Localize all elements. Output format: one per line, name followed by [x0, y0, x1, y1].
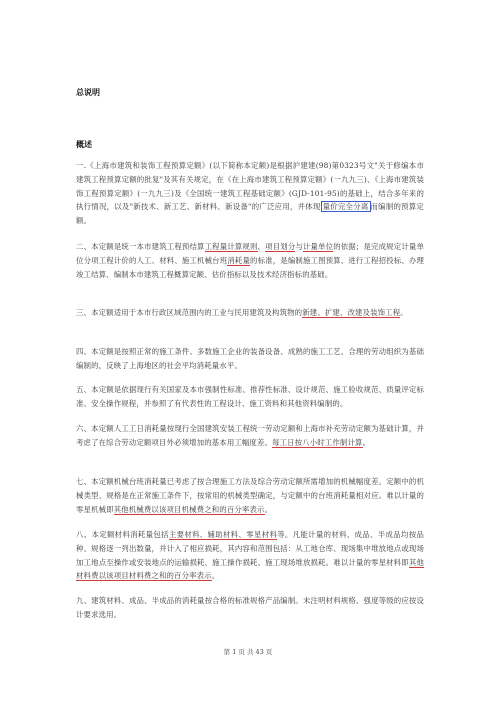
paragraph-text: 。: [362, 437, 371, 447]
underlined-text: 消耗量: [227, 255, 251, 265]
paragraph-text: 二、本定额是统一本市建筑工程预结算: [76, 242, 205, 251]
paragraph-text: 而编制的预算定额。: [76, 202, 424, 226]
underlined-text: 项目划分: [265, 242, 296, 251]
paragraph-text: 九、建筑材料、成品、半成品的消耗量按合格的标准规格产品编制。未注明材料规格、强度等级的应按设计要求选用。: [76, 596, 424, 619]
paragraph-9: [76, 594, 424, 622]
underlined-text: 其他机械费以该项目机械费之和的百分率表示: [113, 504, 265, 514]
section-heading: 概述: [76, 139, 92, 149]
underlined-text: 每工日按八小时工作制计算: [272, 437, 363, 447]
underlined-text: 工程量计算规则: [204, 242, 258, 251]
paragraph-text: 。: [400, 308, 408, 317]
paragraph-text: 一.《上海市建筑和装饰工程预算定额》(以下简称本定额)是根据沪建建(98)第0323号文"关于修编本市建筑工程预算定额的批复"及其有关规定，在《在上海市建筑工程预算定额》(一九九三)、《上海市建筑装饰工程预算定额》(一九九三)及《全国统一建筑工程基础定额》(GJD-101-95)的基础上，结合多年来的执行情况，以及"新技术、新工艺、新材料、新设备"的广泛应用，并体现: [76, 161, 424, 212]
paragraph-3: [76, 306, 424, 320]
paragraph-text: 八、本定额材料消耗量包括: [76, 530, 169, 539]
paragraph-text: 。: [211, 571, 220, 581]
paragraph-text: 等。凡能计量的材料、成品、半成品均按品种、规格逐一列出数量，并计入了相应损耗，其内容和范围包括：从工地仓库、现场集中堆放地点或现场加工地点至操作或安装地点的运输损耗、施工操作损耗、施工现场堆放损耗。难以计量的零星材料即: [76, 530, 424, 567]
underlined-text: 新建、扩建、改建及装饰工程: [302, 308, 401, 317]
paragraph-text: 三、本定额适用于本市行政区域范围内的工业与民用建筑及构筑物的: [76, 308, 303, 317]
paragraph-text: 五、本定额是依据现行有关国家及本市强制性标准、推荐性标准、设计规范、施工验收规范、质量评定标准、安全操作规程，并参照了有代表性的工程设计、施工资料和其他资料编制的。: [76, 385, 424, 408]
page-footer: 第 1 页 共 43 页: [223, 648, 273, 656]
paragraph-text: 七、本定额机械台班消耗量已考虑了按合理施工方法及综合劳动定额所需增加的机械幅度差。定额中的机械类型、规格是在正常施工条件下，按常用的机械类型确定，与定额中的台班消耗量相对应。难以计量的零星机械即: [76, 477, 424, 514]
boxed-text: 量价完全分离: [322, 202, 369, 212]
paragraph-2: [76, 240, 424, 281]
underlined-text: 主要材料、辅助材料、零星材料: [168, 530, 278, 539]
paragraph-text: 四、本定额是按照正常的施工条件、多数施工企业的装备设备、成熟的施工工艺、合理的劳动组织为基础编制的，反映了上海地区的社会平均消耗量水平。: [76, 347, 424, 370]
paragraph-5: [76, 383, 424, 411]
underlined-text: 其他材料费以该项目材料费之和的百分率表示: [76, 557, 424, 581]
paragraph-text: 六、本定额人工工日消耗量按现行全国建筑安装工程统一劳动定额和上海市补充劳动定额为基础计算，并考虑了在综合劳动定额项目外必须增加的基本用工幅度差。: [76, 424, 424, 447]
paragraph-text: 的标准，是编制施工图预算、进行工程招投标、办理竣工结算、编制本市建筑工程概算定额、估价指标以及技术经济指标的基础。: [76, 255, 424, 279]
paragraph-6: [76, 422, 424, 450]
underlined-text: 计量单位: [302, 242, 334, 251]
document-title: 总说明: [76, 87, 100, 97]
paragraph-text: 的依据；是完成规定计量单位分项工程计价的人工、材料、施工机械台班: [76, 242, 424, 265]
paragraph-text: 与: [295, 242, 303, 251]
paragraph-8: [76, 528, 424, 583]
paragraph-text: 。: [264, 504, 273, 514]
paragraph-1: [76, 159, 424, 228]
paragraph-text: 、: [257, 242, 266, 251]
paragraph-7: [76, 475, 424, 516]
paragraph-4: [76, 345, 424, 373]
